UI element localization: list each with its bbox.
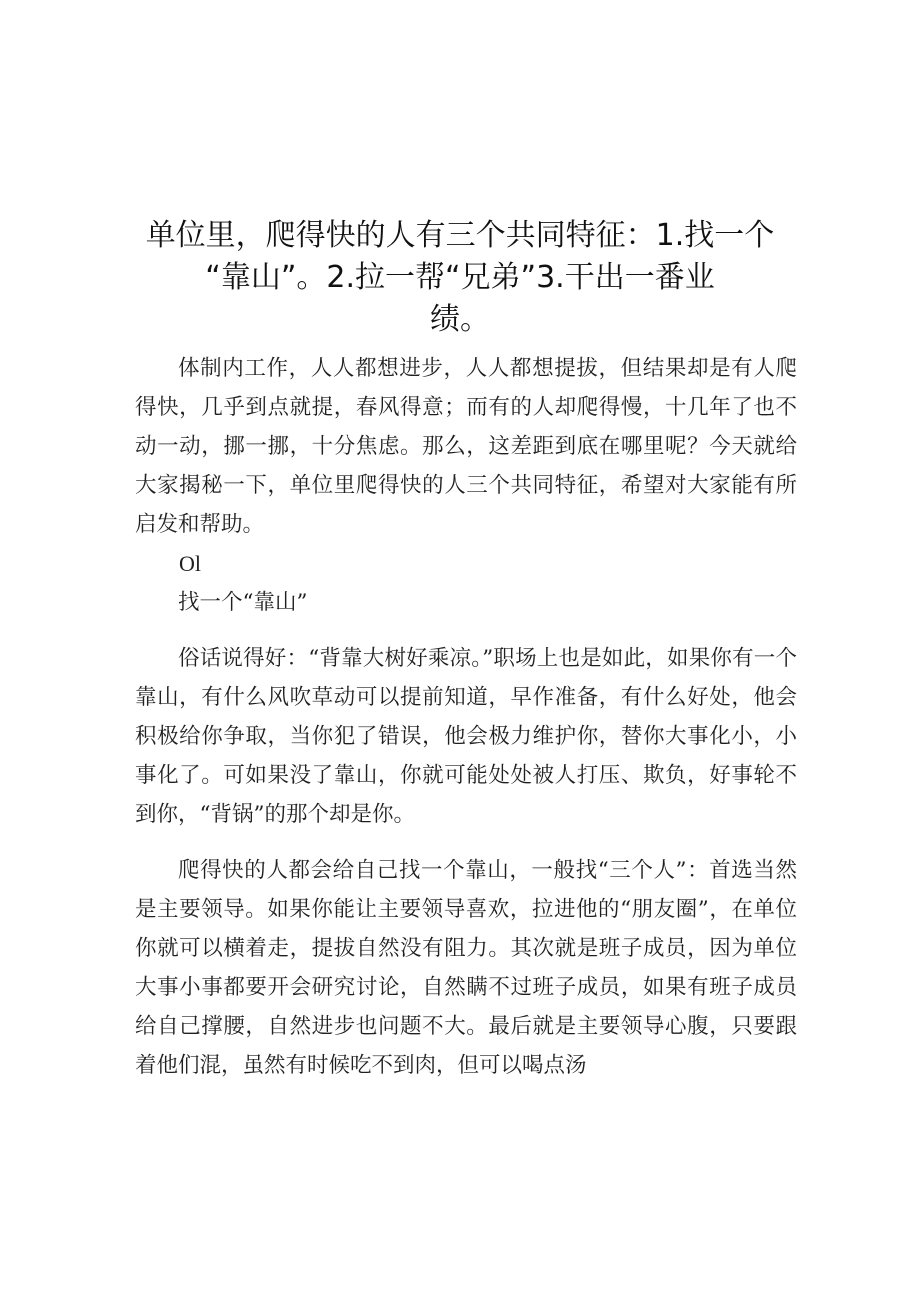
body-paragraph-2: 爬得快的人都会给自己找一个靠山，一般找“三个人”：首选当然是主要领导。如果你能让主要领导喜欢，拉进他的“朋友圈”，在单位你就可以横着走，提拔自然没有阻力。其次就是班子成员，因为单位大事小事都要开会研究讨论，自然瞒不过班子成员，如果有班子成员给自己撑腰，自然进步也问题不大。最后就是主要领导心腹，只要跟着他们混，虽然有时候吃不到肉，但可以喝点汤	[135, 858, 797, 1078]
intro-paragraph: 体制内工作，人人都想进步，人人都想提拔，但结果却是有人爬得快，几乎到点就提，春风得意；而有的人却爬得慢，十几年了也不动一动，挪一挪，十分焦虑。那么，这差距到底在哪里呢？今天就给大家揭秘一下，单位里爬得快的人三个共同特征，希望对大家能有所启发和帮助。	[135, 356, 797, 537]
article-title	[120, 215, 800, 341]
section-number: Ol	[179, 551, 201, 576]
article-body	[135, 349, 797, 1085]
title-line-3: 绩。	[430, 302, 490, 337]
section-heading: 找一个“靠山”	[178, 590, 308, 615]
title-line-2: “靠山”。2.拉一帮“兄弟”3.干出一番业	[205, 260, 715, 295]
title-line-1: 单位里，爬得快的人有三个共同特征：1.找一个	[145, 218, 775, 253]
body-paragraph-1: 俗话说得好：“背靠大树好乘凉。”职场上也是如此，如果你有一个靠山，有什么风吹草动可以提前知道，早作准备，有什么好处，他会积极给你争取，当你犯了错误，他会极力维护你，替你大事化小，小事化了。可如果没了靠山，你就可能处处被人打压、欺负，好事轮不到你，“背锅”的那个却是你。	[135, 646, 797, 827]
